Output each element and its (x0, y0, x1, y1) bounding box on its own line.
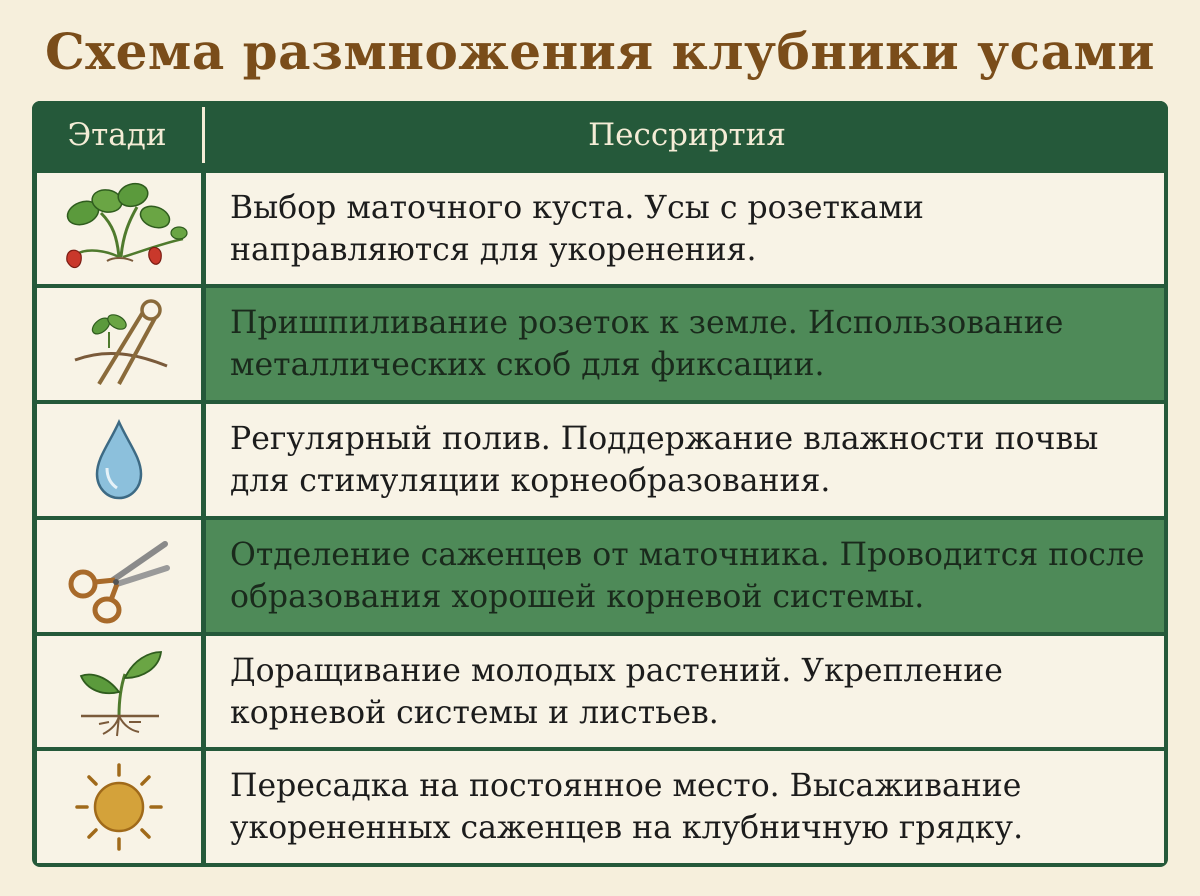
table-row (32, 520, 1168, 632)
stage-icon-cell (37, 288, 201, 400)
stage-icon-cell (37, 404, 201, 516)
seedling-icon (37, 636, 201, 747)
stage-icon-cell (37, 520, 201, 632)
strawberry-plant-icon (37, 173, 201, 284)
water-drop-icon (37, 404, 201, 516)
header-divider (202, 107, 205, 163)
scissors-icon (37, 520, 201, 632)
page-title: Схема размножения клубники усами (45, 22, 1155, 81)
table-row (32, 288, 1168, 400)
stage-description: Пришпиливание розеток к земле. Использование металлических скоб для фиксации. (206, 288, 1164, 400)
pin-staple-icon (37, 288, 201, 400)
sun-icon (37, 751, 201, 863)
stage-description: Регулярный полив. Поддержание влажности почвы для стимуляции корнеобразования. (206, 404, 1164, 516)
propagation-table (32, 101, 1168, 867)
stage-icon-cell (37, 751, 201, 863)
stage-description: Пересадка на постоянное место. Высаживание укорененных саженцев на клубничную грядку. (206, 751, 1164, 863)
stage-icon-cell (37, 173, 201, 284)
stage-description: Доращивание молодых растений. Укрепление корневой системы и листьев. (206, 636, 1164, 747)
stage-icon-cell (37, 636, 201, 747)
stage-description: Выбор маточного куста. Усы с розетками направляются для укоренения. (206, 173, 1164, 284)
header-description: Пессриртия (588, 117, 786, 153)
table-row (32, 751, 1168, 863)
header-stage: Этади (67, 117, 167, 153)
table-row (32, 636, 1168, 747)
table-row (32, 173, 1168, 284)
stage-description: Отделение саженцев от маточника. Проводится после образования хорошей корневой системы. (206, 520, 1164, 632)
table-row (32, 404, 1168, 516)
table-header (32, 101, 1168, 169)
